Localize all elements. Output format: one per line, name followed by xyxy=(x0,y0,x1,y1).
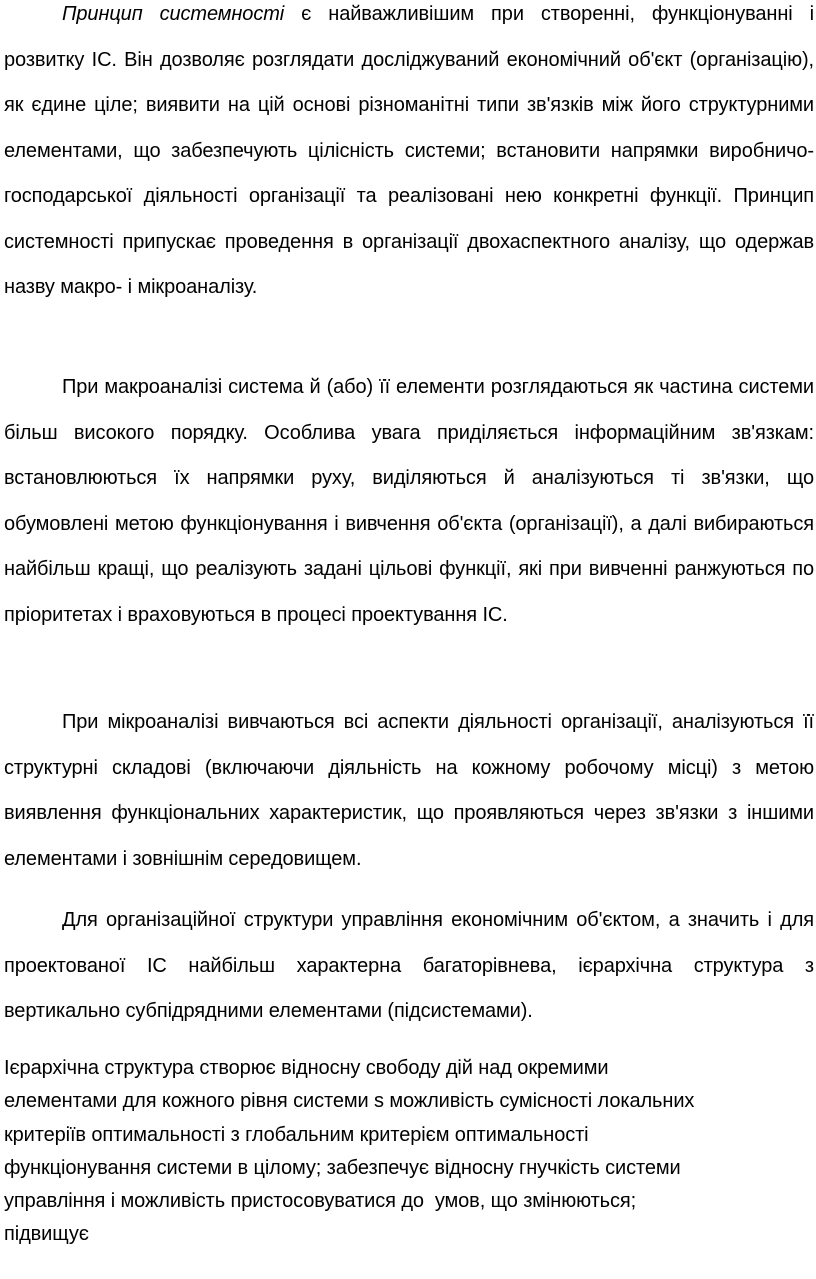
text-line: елементами для кожного рівня системи s можливість сумісності локальних xyxy=(4,1090,695,1113)
text-line: функціонування системи в цілому; забезпечує відносну гнучкість системи xyxy=(4,1156,681,1179)
text-line: управління і можливість пристосовуватися до умов, що змінюються; xyxy=(4,1190,637,1213)
text-line: Ієрархічна структура створює відносну свободу дій над окремими xyxy=(4,1057,609,1079)
text-line: підвищує xyxy=(4,1223,89,1246)
italic-lead-term: Принцип системності xyxy=(62,3,285,25)
text-line: критеріїв оптимальності з глобальним критерієм оптимальності xyxy=(4,1123,589,1146)
paragraph-hierarchical-structure xyxy=(4,1052,804,1252)
paragraph-system-principle xyxy=(4,0,814,311)
paragraph-macroanalysis: При макроаналізі система й (або) її елементи розглядаються як частина системи більш високого порядку. Особлива увага приділяється інформаційним зв'язкам: встановлюються їх напрямки руху, виділяються й аналізуються ті зв'язки, що обумовлені метою функціонування і вивчення об'єкта (організації), а далі вибираються найбільш кращі, що реалізують задані цільові функції, які при вивченні ранжуються по пріоритетах і враховуються в процесі проектування ІС. xyxy=(4,376,814,626)
paragraph-text: є найважливішим при створенні, функціонуванні і розвитку ІС. Він дозволяє розглядати досліджуваний економічний об'єкт (організацію), як єдине ціле; виявити на цій основі різноманітні типи зв'язків між його структурними елементами, що забезпечують цілісність системи; встановити напрямки виробничо-господарської діяльності організації та реалізовані нею конкретні функції. Принцип системності припускає проведення в організації двохаспектного аналізу, що одержав назву макро- і мікроаналізу. xyxy=(4,3,814,298)
paragraph-microanalysis: При мікроаналізі вивчаються всі аспекти діяльності організації, аналізуються її структурні складові (включаючи діяльність на кожному робочому місці) з метою виявлення функціональних характеристик, що проявляються через зв'язки з іншими елементами і зовнішнім середовищем. xyxy=(4,711,814,870)
paragraph-org-structure: Для організаційної структури управління економічним об'єктом, а значить і для проектованої ІС найбільш характерна багаторівнева, ієрархічна структура з вертикально субпідрядними елементами (підсистемами). xyxy=(4,909,814,1022)
